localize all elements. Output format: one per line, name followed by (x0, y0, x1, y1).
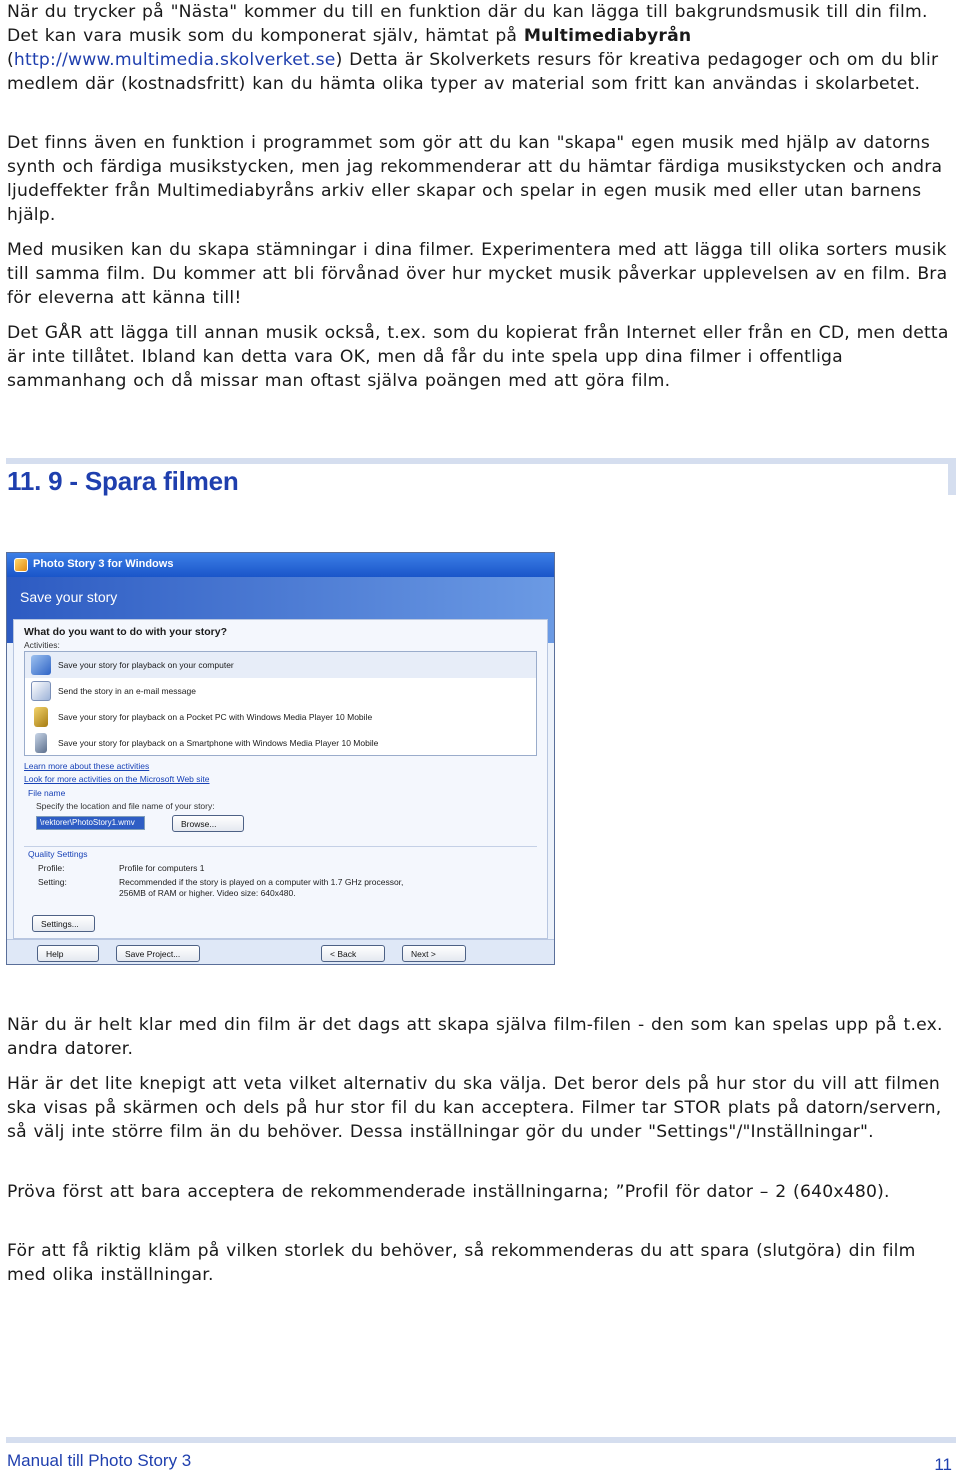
quality-settings-label: Quality Settings (28, 849, 88, 859)
file-name-label: File name (28, 788, 66, 798)
activity-pocketpc[interactable]: Save your story for playback on a Pocket PC with Windows Media Player 10 Mobile (25, 704, 536, 730)
next-button[interactable]: Next > (402, 945, 466, 962)
paragraph-copyright: Det GÅR att lägga till annan musik också, t.ex. som du kopierat från Internet eller från en CD, men detta är inte tillåtet. Ibland kan detta vara OK, men då får du inte spela upp dina filmer i offentliga sammanhang och då missar man oftast själva poängen med att göra film. (7, 323, 949, 391)
brand-name: Multimediabyrån (523, 26, 692, 46)
back-button[interactable]: < Back (321, 945, 385, 962)
paragraph-music-intro: När du trycker på "Nästa" kommer du till en funktion där du kan lägga till bakgrundsmusik till din film. Det kan vara musik som du komponerat själv, hämtat på Multimediabyrån (http://www.multimedia.skolverket.se) Detta är Skolverkets resurs för kreativa pedagoger och om du blir medlem där (kostnadsfritt) kan du hämta olika typer av material som fritt kan användas i skolarbetet. (7, 2, 939, 94)
computer-icon (31, 655, 51, 675)
paragraph-alternatives: Här är det lite knepigt att veta vilket alternativ du ska välja. Det beror dels på hur stor du vill att filmen ska visas på skärmen och dels på hur stor fil du kan acceptera. Filmer tar STOR plats på datorn/servern, så välj inte större film än du behöver. Dessa inställningar gör du under "Settings"/"Inställningar". (7, 1074, 942, 1142)
footer-rule (6, 1437, 956, 1443)
help-button[interactable]: Help (37, 945, 99, 962)
wizard-body (13, 619, 548, 939)
more-activities-link[interactable]: Look for more activities on the Microsoft Web site (24, 774, 210, 784)
section-heading: 11. 9 - Spara filmen (7, 466, 239, 496)
paragraph-test-sizes: För att få riktig kläm på vilken storlek du behöver, så rekommenderas du att spara (slutgöra) din film med olika inställningar. (7, 1241, 916, 1285)
learn-more-link[interactable]: Learn more about these activities (24, 761, 150, 771)
envelope-icon (31, 681, 51, 701)
page-number: 11 (934, 1455, 952, 1474)
activities-list[interactable] (24, 651, 537, 756)
file-location-label: Specify the location and file name of your story: (36, 801, 215, 811)
save-question: What do you want to do with your story? (24, 626, 227, 638)
paragraph-final-file: När du är helt klar med din film är det dags att skapa själva film-filen - den som kan spelas upp på t.ex. andra datorer. (7, 1015, 943, 1059)
profile-value: Profile for computers 1 (119, 863, 205, 873)
paragraph-moods: Med musiken kan du skapa stämningar i dina filmer. Experimentera med att lägga till olika sorters musik till samma film. Du kommer att bli förvånad över hur mycket musik påverkar upplevelsen av en film. Bra för eleverna att känna till! (7, 240, 948, 308)
paragraph-recommended: Pröva först att bara acceptera de rekommenderade inställningarna; ”Profil för dator – 2 (640x480). (7, 1182, 890, 1202)
activity-computer[interactable]: Save your story for playback on your computer (25, 652, 536, 678)
settings-button[interactable]: Settings... (32, 915, 95, 932)
wizard-footer (7, 939, 554, 965)
banner-title: Save your story (20, 589, 118, 605)
file-path-input[interactable]: \rektorer\PhotoStory1.wmv (36, 816, 145, 830)
window-titlebar: Photo Story 3 for Windows (7, 553, 554, 577)
setting-value: Recommended if the story is played on a computer with 1.7 GHz processor, 256MB of RAM or higher. Video size: 640x480. (119, 877, 404, 898)
setting-label: Setting: (38, 877, 67, 887)
quality-settings (24, 846, 537, 908)
paragraph-synth: Det finns även en funktion i programmet som gör att du kan "skapa" egen musik med hjälp av datorns synth och färdiga musikstycken, men jag rekommenderar att du hämtar färdiga musikstycken och andra ljudeffekter från Multimediabyråns arkiv eller skapar och spelar in egen musik med eller utan barnens hjälp. (7, 133, 943, 225)
browse-button[interactable]: Browse... (172, 815, 244, 832)
skolverket-link[interactable]: http://www.multimedia.skolverket.se (13, 50, 336, 70)
photostory-app-icon (14, 558, 28, 572)
activities-label: Activities: (24, 640, 60, 650)
activity-smartphone[interactable]: Save your story for playback on a Smartphone with Windows Media Player 10 Mobile (25, 730, 536, 756)
save-project-button[interactable]: Save Project... (116, 945, 200, 962)
save-story-screenshot (6, 552, 555, 965)
activity-email[interactable]: Send the story in an e-mail message (25, 678, 536, 704)
footer-title: Manual till Photo Story 3 (7, 1451, 192, 1470)
smartphone-icon (35, 733, 47, 753)
profile-label: Profile: (38, 863, 65, 873)
pocketpc-icon (34, 707, 48, 727)
